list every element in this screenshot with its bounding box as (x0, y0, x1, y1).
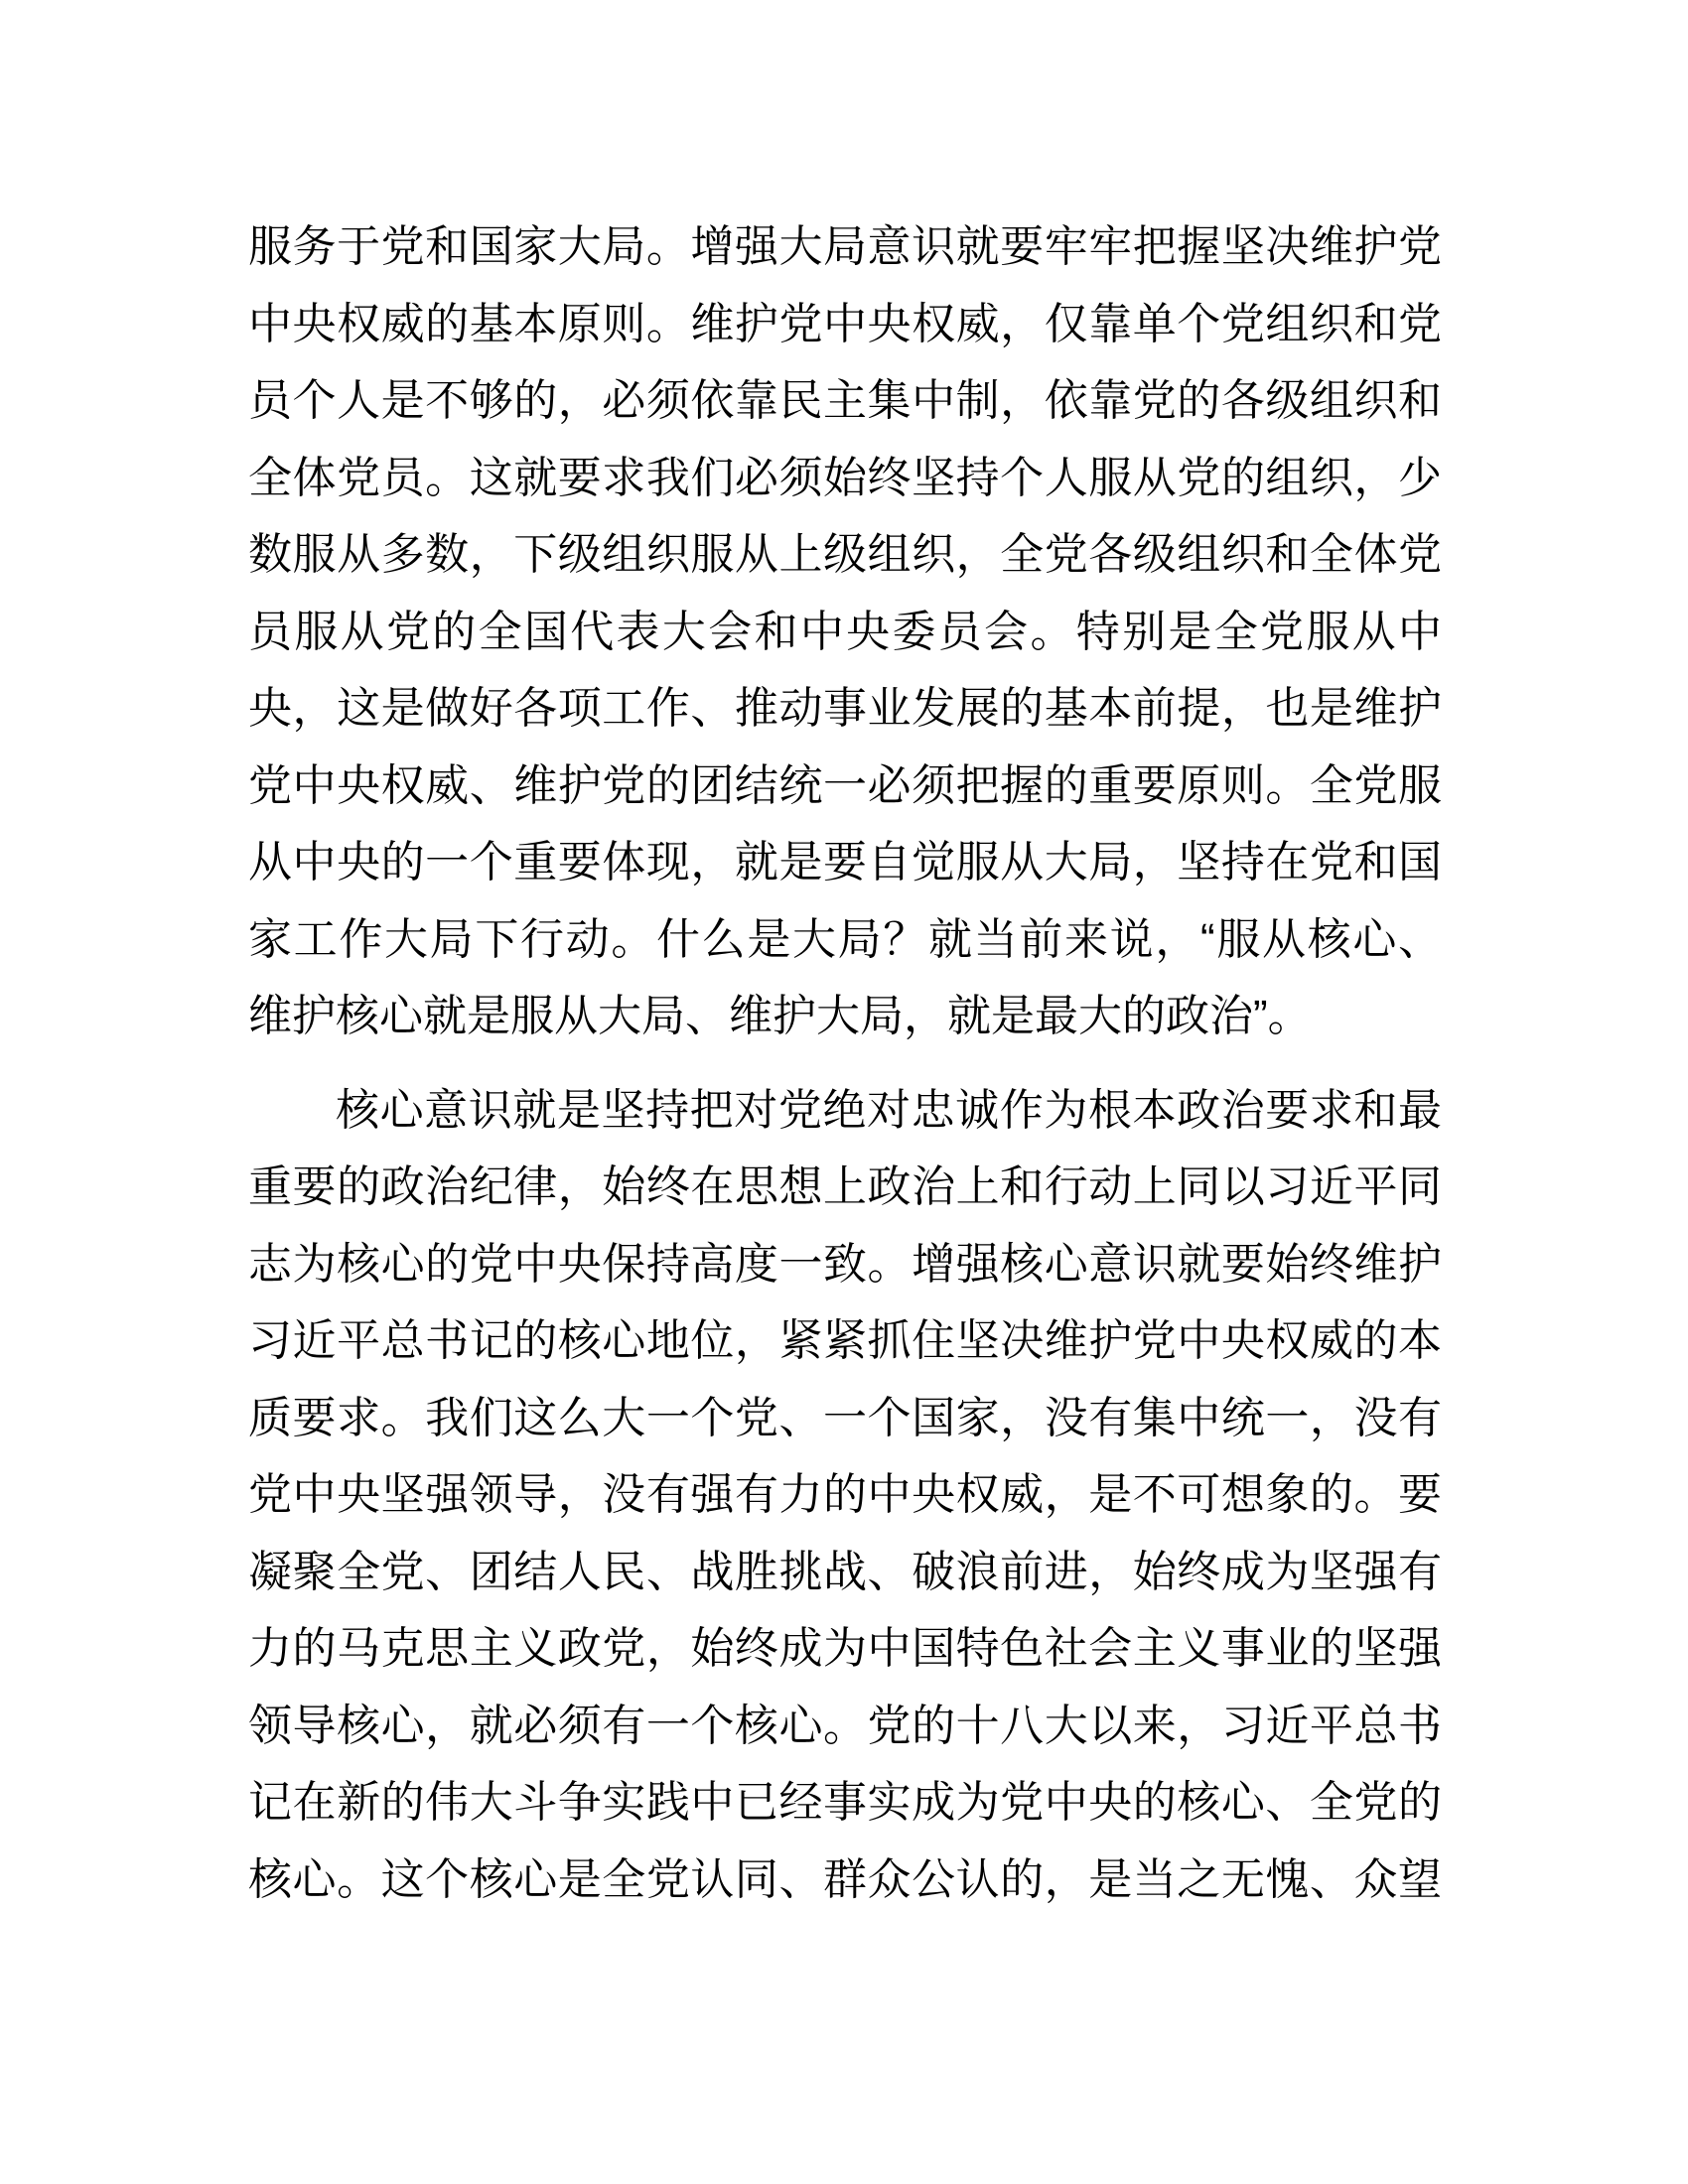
text-line: 服务于党和国家大局。增强大局意识就要牢牢把握坚决维护党 (248, 222, 1442, 271)
text-line: 央，这是做好各项工作、推动事业发展的基本前提，也是维护 (248, 684, 1442, 733)
text-line: 核心意识就是坚持把对党绝对忠诚作为根本政治要求和最 (336, 1085, 1442, 1135)
document-body (248, 208, 1442, 1918)
paragraph-2 (248, 1072, 1442, 1919)
text-line: 力的马克思主义政党，始终成为中国特色社会主义事业的坚强 (248, 1624, 1442, 1673)
text-line: 员个人是不够的，必须依靠民主集中制，依靠党的各级组织和 (248, 376, 1442, 425)
text-line: 家工作大局下行动。什么是大局？就当前来说，“服从核心、 (248, 914, 1442, 964)
text-line: 从中央的一个重要体现，就是要自觉服从大局，坚持在党和国 (248, 838, 1442, 887)
text-line: 全体党员。这就要求我们必须始终坚持个人服从党的组织，少 (248, 453, 1442, 502)
text-line: 志为核心的党中央保持高度一致。增强核心意识就要始终维护 (248, 1239, 1442, 1289)
text-line: 记在新的伟大斗争实践中已经事实成为党中央的核心、全党的 (248, 1778, 1442, 1827)
text-line: 党中央权威、维护党的团结统一必须把握的重要原则。全党服 (248, 760, 1442, 810)
text-line: 习近平总书记的核心地位，紧紧抓住坚决维护党中央权威的本 (248, 1316, 1442, 1365)
text-line: 党中央坚强领导，没有强有力的中央权威，是不可想象的。要 (248, 1470, 1442, 1519)
paragraph-1 (248, 208, 1442, 1055)
text-line: 凝聚全党、团结人民、战胜挑战、破浪前进，始终成为坚强有 (248, 1547, 1442, 1596)
text-line: 重要的政治纪律，始终在思想上政治上和行动上同以习近平同 (248, 1162, 1442, 1211)
text-line: 维护核心就是服从大局、维护大局，就是最大的政治”。 (248, 992, 1312, 1040)
text-line: 中央权威的基本原则。维护党中央权威，仅靠单个党组织和党 (248, 299, 1442, 348)
text-line: 数服从多数，下级组织服从上级组织，全党各级组织和全体党 (248, 530, 1442, 579)
text-line: 领导核心，就必须有一个核心。党的十八大以来，习近平总书 (248, 1701, 1442, 1750)
text-line: 核心。这个核心是全党认同、群众公认的，是当之无愧、众望 (248, 1854, 1442, 1904)
text-line: 质要求。我们这么大一个党、一个国家，没有集中统一，没有 (248, 1393, 1442, 1442)
text-line: 员服从党的全国代表大会和中央委员会。特别是全党服从中 (248, 607, 1442, 656)
